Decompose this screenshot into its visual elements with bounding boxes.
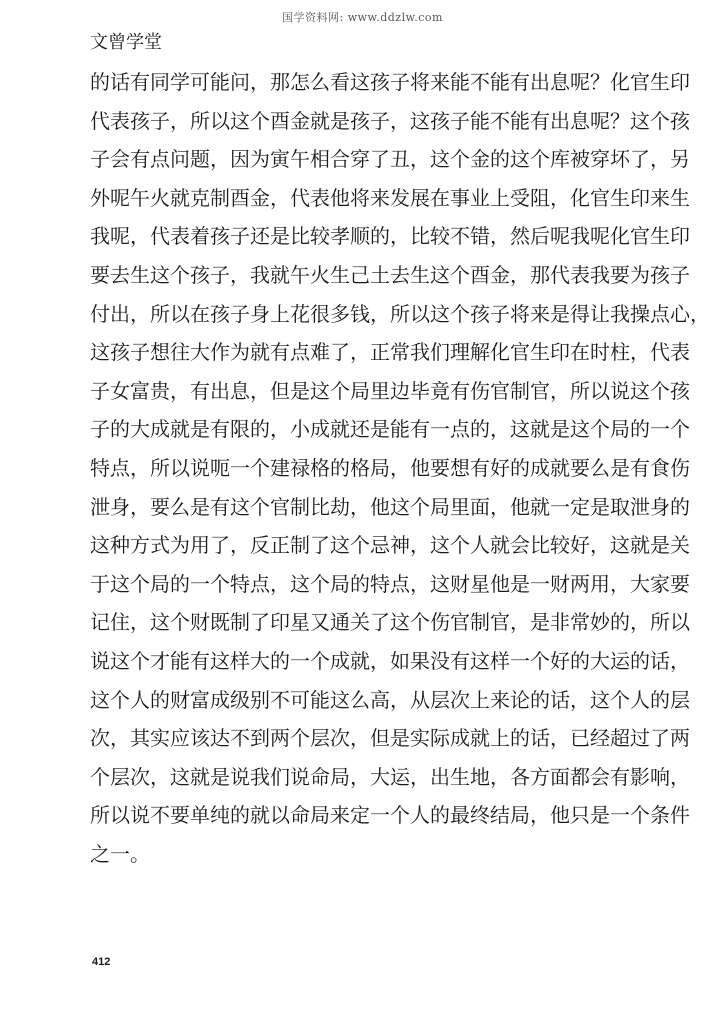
watermark-text: 国学资料网: www.ddzlw.com	[282, 11, 443, 24]
text-line: 代表孩子，所以这个酉金就是孩子，这孩子能不能有出息呢？这个孩	[90, 108, 690, 133]
text-line: 外呢午火就克制酉金，代表他将来发展在事业上受阻，化官生印来生	[90, 185, 690, 210]
text-line: 付出，所以在孩子身上花很多钱，所以这个孩子将来是得让我操点心，	[90, 301, 710, 326]
page-header-title: 文曾学堂	[90, 32, 162, 53]
text-line: 子的大成就是有限的，小成就还是能有一点的，这就是这个局的一个	[90, 417, 690, 442]
text-line: 泄身，要么是有这个官制比劫，他这个局里面，他就一定是取泄身的	[90, 494, 690, 519]
text-line: 要去生这个孩子，我就午火生己土去生这个酉金，那代表我要为孩子	[90, 262, 690, 287]
text-line: 子会有点问题，因为寅午相合穿了丑，这个金的这个库被穿坏了，另	[90, 147, 690, 172]
page-number: 412	[92, 956, 111, 968]
body-text	[90, 63, 710, 873]
text-line: 特点，所以说呃一个建禄格的格局，他要想有好的成就要么是有食伤	[90, 455, 690, 480]
text-line: 记住，这个财既制了印星又通关了这个伤官制官，是非常妙的，所以	[90, 610, 690, 635]
text-line: 所以说不要单纯的就以命局来定一个人的最终结局，他只是一个条件	[90, 803, 690, 828]
text-line: 这种方式为用了，反正制了这个忌神，这个人就会比较好，这就是关	[90, 533, 690, 558]
text-line: 我呢，代表着孩子还是比较孝顺的，比较不错，然后呢我呢化官生印	[90, 224, 690, 249]
text-line: 之一。	[90, 841, 150, 866]
text-line: 的话有同学可能问，那怎么看这孩子将来能不能有出息呢？化官生印	[90, 70, 690, 94]
text-line: 这个人的财富成级别不可能这么高，从层次上来论的话，这个人的层	[90, 687, 690, 712]
text-line: 子女富贵，有出息，但是这个局里边毕竟有伤官制官，所以说这个孩	[90, 378, 690, 403]
text-line: 次，其实应该达不到两个层次，但是实际成就上的话，已经超过了两	[90, 726, 690, 751]
text-line: 这孩子想往大作为就有点难了，正常我们理解化官生印在时柱，代表	[90, 340, 690, 365]
text-line: 说这个才能有这样大的一个成就，如果没有这样一个好的大运的话，	[90, 648, 690, 673]
text-line: 个层次，这就是说我们说命局，大运，出生地，各方面都会有影响，	[90, 764, 690, 789]
text-line: 于这个局的一个特点，这个局的特点，这财星他是一财两用，大家要	[90, 571, 690, 596]
